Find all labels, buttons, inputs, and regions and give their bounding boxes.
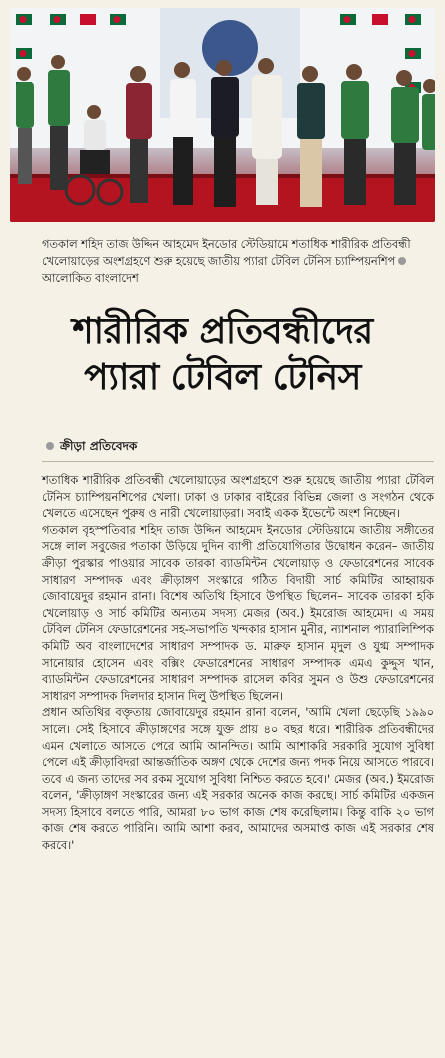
divider [42, 461, 434, 462]
headline-line-1: শারীরিক প্রতিবন্ধীদের [72, 310, 373, 352]
bullet-dot-icon [46, 442, 54, 450]
byline-text: ক্রীড়া প্রতিবেদক [60, 439, 138, 453]
byline [46, 438, 137, 458]
event-stage-photo-illustration [10, 8, 435, 222]
caption-text: গতকাল শহিদ তাজ উদ্দিন আহমেদ ইনডোর স্টেডিয়ামে শতাধিক শারীরিক প্রতিবন্ধী খেলোয়াড়ের অংশগ্রহণে শুরু হয়েছে জাতীয় প্যারা টেবিল টেনিস চ্যাম্পিয়নশিপ [42, 237, 411, 268]
article-paragraph: গতকাল বৃহস্পতিবার শহিদ তাজ উদ্দিন আহমেদ ইনডোর স্টেডিয়ামে জাতীয় সঙ্গীতের সঙ্গে লাল সবুজের পতাকা উড়িয়ে দুদিন ব্যাপী প্রতিযোগিতার উদ্বোধন করেন– জাতীয় ক্রীড়া পুরস্কার পাওয়ার সাবেক তারকা ব্যাডমিন্টন খেলোয়াড় ও ফেডারেশনের সাবেক সাধারণ সম্পাদক এবং ক্রীড়াঙ্গণ সংস্কারে গঠিত বিদায়ী সার্চ কমিটির আহ্বায়ক জোবায়েদুর রহমান রানা। বিশেষ অতিথি হিসাবে উপস্থিত ছিলেন– সাবেক তারকা হকি খেলোয়াড় ও সার্চ কমিটির অন্যতম সদস্য মেজর (অব.) ইমরোজ আহমেদ। এ সময় টেবিল টেনিস ফেডারেশনের সহ-সভাপতি খন্দকার হাসান মুনীর, ন্যাশনাল প্যারালিম্পিক কমিটি অব বাংলাদেশের সাধারণ সম্পাদক ড. মারুফ হাসান মৃদুল ও যুগ্ম সম্পাদক সানোয়ার হোসেন এবং বক্সিং ফেডারেশনের সাধারণ সম্পাদক এমএ কুদ্দুস খান, ব্যাডমিন্টন ফেডারেশনের সাধারণ সম্পাদক রাসেল কবির সুমন ও উশু ফেডারেশনের সাধারণ সম্পাদক দিলদার হাসান দিলু উপস্থিত ছিলেন। [42, 522, 434, 703]
bullet-dot-icon [398, 257, 406, 265]
article-headline [10, 308, 435, 400]
photo-caption [42, 236, 434, 287]
headline-line-2: প্যারা টেবিল টেনিস [84, 356, 361, 398]
article-body [42, 472, 434, 854]
caption-credit: আলোকিত বাংলাদেশ [42, 271, 139, 285]
article-paragraph: শতাধিক শারীরিক প্রতিবন্ধী খেলোয়াড়ের অংশগ্রহণে শুরু হয়েছে জাতীয় প্যারা টেবিল টেনিস চ্যাম্পিয়নশিপের খেলা। ঢাকা ও ঢাকার বাইরের বিভিন্ন জেলা ও সংগঠন থেকে খেলতে এসেছেন পুরুষ ও নারী খেলোয়াড়রা। সবাই একক ইভেন্টে অংশ নিচ্ছেন। [42, 473, 434, 521]
event-photo [10, 8, 435, 222]
article-paragraph: প্রধান অতিথির বক্তৃতায় জোবায়েদুর রহমান রানা বলেন, 'আমি খেলা ছেড়েছি ১৯৯০ সালে। সেই হিসাবে ক্রীড়াঙ্গণের সঙ্গে যুক্ত প্রায় ৪০ বছর ধরে। শারীরিক প্রতিবন্ধীদের এমন খেলাতে আসতে পেরে আমি আনন্দিত। আমি আশাকরি সরকারি সুযোগ সুবিধা পেলে এই ক্রীড়াবিদরা আন্তর্জাতিক অঙ্গণ থেকে দেশের জন্য পদক নিয়ে আসতে পারবে। তবে এ জন্য তাদের সব রকম সুযোগ সুবিধা নিশ্চিত করতে হবে।' মেজর (অব.) ইমরোজ বলেন, 'ক্রীড়াঙ্গণ সংস্কারের জন্য এই সরকার অনেক কাজ করছে। সার্চ কমিটির একজন সদস্য হিসাবে বলতে পারি, আমরা ৮০ ভাগ কাজ শেষ করেছিলাম। কিন্তু বাকি ২০ ভাগ কাজ শেষ করতে পারিনি। আমি আশা করব, আমাদের অসমাপ্ত কাজ এই সরকার শেষ করবে।' [42, 705, 434, 853]
